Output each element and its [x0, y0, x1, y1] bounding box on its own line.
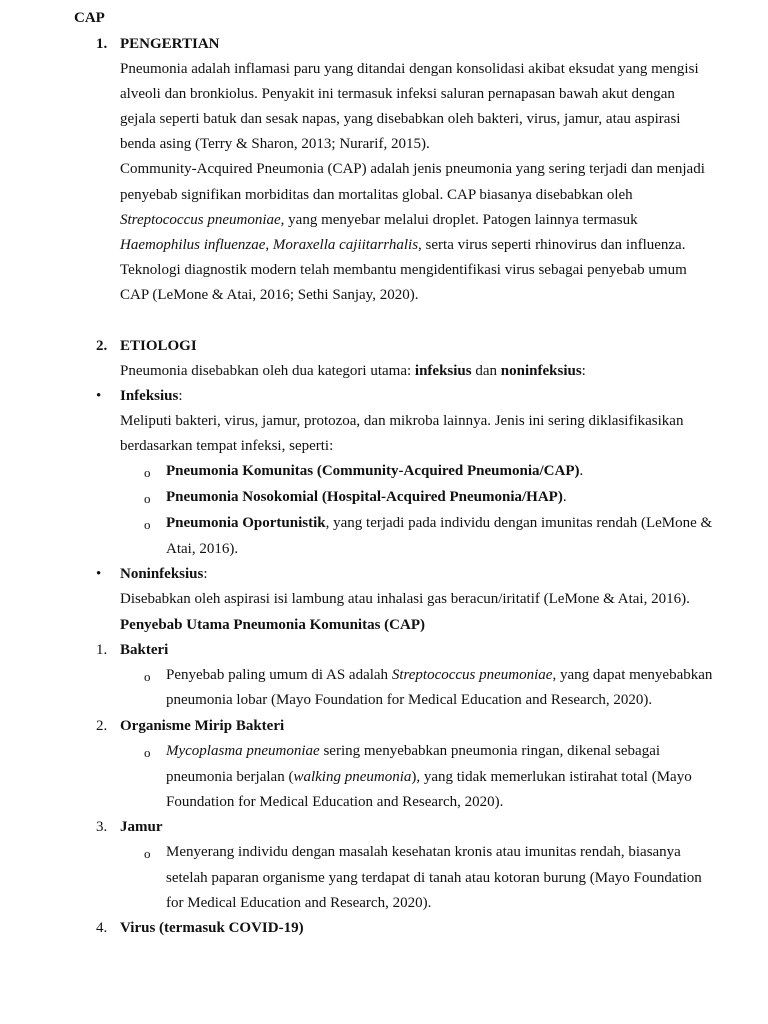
- species-name: Streptococcus pneumoniae: [120, 212, 281, 228]
- paragraph-line: [166, 667, 712, 684]
- text-span: ,: [265, 237, 273, 253]
- text-span: , serta virus seperti rhinovirus dan influenza.: [418, 237, 686, 253]
- text-span: .: [579, 463, 584, 479]
- sub-bullet-icon: o: [144, 465, 151, 480]
- paragraph-line: Meliputi bakteri, virus, jamur, protozoa, dan mikroba lainnya. Jenis ini sering diklasifikasikan: [120, 413, 684, 429]
- text-span: Penyebab paling umum di AS adalah: [166, 667, 392, 683]
- cause-title-jamur: Jamur: [120, 819, 163, 835]
- text-span: dan: [471, 363, 501, 379]
- section-number-2: 2.: [96, 338, 108, 354]
- list-item: [166, 515, 712, 532]
- paragraph-line: Disebabkan oleh aspirasi isi lambung atau inhalasi gas beracun/iritatif (LeMone & Atai, 2016).: [120, 591, 690, 607]
- paragraph-line: Atai, 2016).: [166, 541, 239, 557]
- paragraph-line: penyebab signifikan morbiditas dan mortalitas global. CAP biasanya disebabkan oleh: [120, 187, 633, 203]
- list-number: 4.: [96, 920, 108, 936]
- cause-title-virus: Virus (termasuk COVID-19): [120, 920, 304, 936]
- text-span: walking pneumonia: [293, 769, 412, 785]
- text-span: , yang terjadi pada individu dengan imunitas rendah (LeMone &: [325, 515, 713, 531]
- sub-bullet-icon: o: [144, 846, 151, 861]
- bullet-icon: •: [96, 566, 102, 582]
- paragraph-line: Pneumonia adalah inflamasi paru yang ditandai dengan konsolidasi akibat eksudat yang mengisi: [120, 61, 699, 77]
- bullet-label-infeksius: [120, 388, 183, 405]
- paragraph-line: Foundation for Medical Education and Research, 2020).: [166, 794, 504, 810]
- list-item: [166, 489, 567, 506]
- cause-title-bakteri: Bakteri: [120, 642, 169, 658]
- subheading-cap-causes: Penyebab Utama Pneumonia Komunitas (CAP): [120, 617, 426, 633]
- text-span: ), yang tidak memerlukan istirahat total (Mayo: [411, 769, 692, 785]
- paragraph-line: Teknologi diagnostik modern telah membantu mengidentifikasi virus sebagai penyebab umum: [120, 262, 687, 278]
- text-span: :: [581, 363, 586, 379]
- paragraph-line: berdasarkan tempat infeksi, seperti:: [120, 438, 334, 454]
- text-span: noninfeksius: [500, 363, 582, 379]
- section-number-1: 1.: [96, 36, 108, 52]
- paragraph-line: [166, 769, 692, 786]
- section-heading-etiologi: ETIOLOGI: [120, 338, 197, 354]
- text-span: :: [178, 388, 183, 404]
- cause-title-organisme: Organisme Mirip Bakteri: [120, 718, 285, 734]
- species-name: Moraxella cajiitarrhalis: [272, 237, 419, 253]
- paragraph-line: gejala seperti batuk dan sesak napas, yang disebabkan oleh bakteri, virus, jamur, atau aspirasi: [120, 111, 681, 127]
- text-span: infeksius: [414, 363, 472, 379]
- paragraph-line: for Medical Education and Research, 2020).: [166, 895, 432, 911]
- text-span: Pneumonia disebabkan oleh dua kategori utama:: [120, 363, 415, 379]
- text-span: pneumonia berjalan (: [166, 769, 294, 785]
- list-number: 2.: [96, 718, 108, 734]
- text-span: Infeksius: [120, 388, 179, 404]
- list-number: 3.: [96, 819, 108, 835]
- text-span: Pneumonia Oportunistik: [166, 515, 326, 531]
- sub-bullet-icon: o: [144, 745, 151, 760]
- list-number: 1.: [96, 642, 108, 658]
- paragraph-line: setelah paparan organisme yang terdapat di tanah atau kotoran burung (Mayo Foundation: [166, 870, 702, 886]
- bullet-label-noninfeksius: [120, 566, 208, 583]
- species-name: Mycoplasma pneumoniae: [166, 743, 320, 759]
- bullet-icon: •: [96, 388, 102, 404]
- species-name: Streptococcus pneumoniae: [391, 667, 553, 683]
- text-span: .: [562, 489, 567, 505]
- paragraph-line: [120, 212, 638, 229]
- paragraph-line: benda asing (Terry & Sharon, 2013; Nurarif, 2015).: [120, 136, 430, 152]
- paragraph-line: Community-Acquired Pneumonia (CAP) adalah jenis pneumonia yang sering terjadi dan menjadi: [120, 161, 705, 177]
- list-item: [166, 463, 583, 480]
- paragraph-line: [120, 363, 586, 380]
- text-span: sering menyebabkan pneumonia ringan, dikenal sebagai: [319, 743, 661, 759]
- paragraph-line: Menyerang individu dengan masalah kesehatan kronis atau imunitas rendah, biasanya: [166, 844, 681, 860]
- paragraph-line: pneumonia lobar (Mayo Foundation for Medical Education and Research, 2020).: [166, 692, 653, 708]
- text-span: , yang dapat menyebabkan: [552, 667, 713, 683]
- paragraph-line: [166, 743, 660, 760]
- section-heading-pengertian: PENGERTIAN: [120, 36, 220, 52]
- sub-bullet-icon: o: [144, 669, 151, 684]
- species-name: Haemophilus influenzae: [120, 237, 266, 253]
- paragraph-line: alveoli dan bronkiolus. Penyakit ini termasuk infeksi saluran pernapasan bawah akut dengan: [120, 86, 675, 102]
- document-title: CAP: [74, 10, 105, 26]
- text-span: Noninfeksius: [120, 566, 204, 582]
- text-span: Pneumonia Komunitas (Community-Acquired Pneumonia/CAP): [166, 463, 580, 479]
- text-span: :: [203, 566, 208, 582]
- sub-bullet-icon: o: [144, 517, 151, 532]
- text-span: , yang menyebar melalui droplet. Patogen lainnya termasuk: [280, 212, 638, 228]
- sub-bullet-icon: o: [144, 491, 151, 506]
- paragraph-line: [120, 237, 685, 254]
- text-span: Pneumonia Nosokomial (Hospital-Acquired Pneumonia/HAP): [166, 489, 563, 505]
- paragraph-line: CAP (LeMone & Atai, 2016; Sethi Sanjay, 2020).: [120, 287, 419, 303]
